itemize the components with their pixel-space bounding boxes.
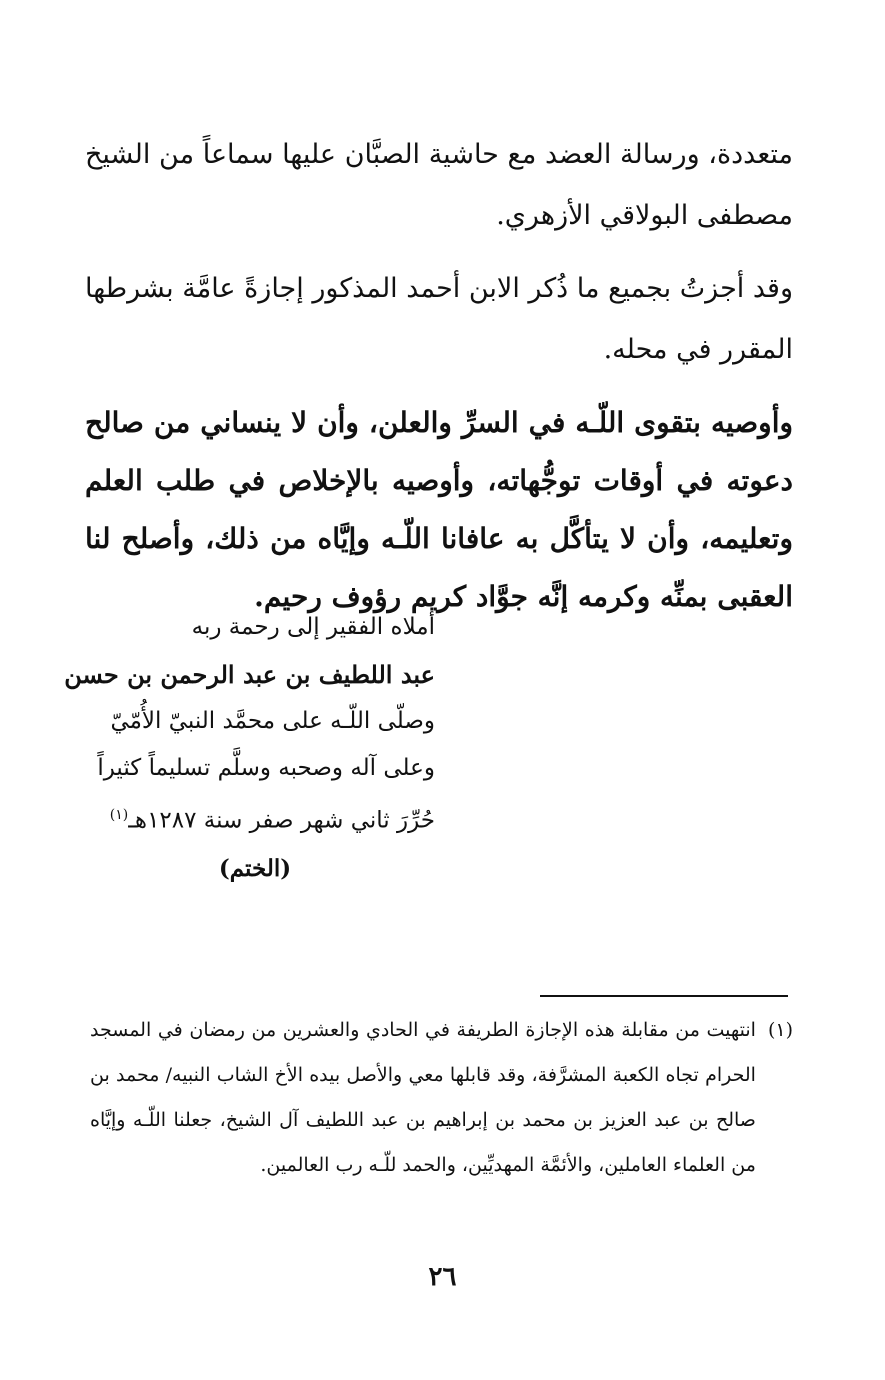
signature-block	[64, 604, 435, 892]
paragraph-3: وأوصيه بتقوى اللّـه في السرِّ والعلن، وأن لا ينساني من صالح دعوته في أوقات توجُّهاته، وأوصيه بالإخلاص في طلب العلم وتعليمه، وأن لا يتأكَّل به عافانا اللّـه وإيَّاه من ذلك، وأصلح لنا العقبى بمنِّه وكرمه إنَّه جوَّاد كريم رؤوف رحيم.	[85, 406, 793, 613]
seal-label: (الختم)	[218, 854, 292, 882]
page-number: ٢٦	[428, 1262, 457, 1292]
signature-author-name: عبد اللطيف بن عبد الرحمن بن حسن	[64, 660, 435, 689]
footnote-text: انتهيت من مقابلة هذه الإجازة الطريفة في الحادي والعشرين من رمضان في المسجد الحرام تجاه الكعبة المشرَّفة، وقد قابلها معي والأصل بيده الأخ الشاب النبيه/ محمد بن صالح بن عبد العزيز بن محمد بن إبراهيم بن عبد اللطيف آل الشيخ، جعلنا اللّـه وإيَّاه من العلماء العاملين، والأئمَّة المهديِّين، والحمد للّـه رب العالمين.	[90, 1019, 756, 1176]
footnote-marker: (١)	[767, 1019, 793, 1041]
paragraph-2: وقد أجزتُ بجميع ما ذُكر الابن أحمد المذكور إجازةً عامَّة بشرطها المقرر في محله.	[85, 273, 793, 365]
paragraph-1: متعددة، ورسالة العضد مع حاشية الصبَّان عليها سماعاً من الشيخ مصطفى البولاقي الأزهري.	[85, 139, 793, 231]
footnote-divider	[540, 995, 788, 997]
signature-blessing: وصلّى اللّـه على محمَّد النبيّ الأُمّيّ	[110, 708, 435, 734]
signature-date	[90, 792, 435, 845]
footnotes	[90, 1008, 793, 1188]
signature-blessing-family: وعلى آله وصحبه وسلَّم تسليماً كثيراً	[97, 755, 435, 781]
signature-line-dictated: أملاه الفقير إلى رحمة ربه	[191, 614, 435, 640]
signature-date-text: حُرِّرَ ثاني شهر صفر سنة ١٢٨٧هـ	[128, 807, 435, 834]
footnote-1	[90, 1008, 793, 1188]
footnote-reference: (١)	[109, 807, 129, 823]
main-text	[85, 124, 793, 626]
